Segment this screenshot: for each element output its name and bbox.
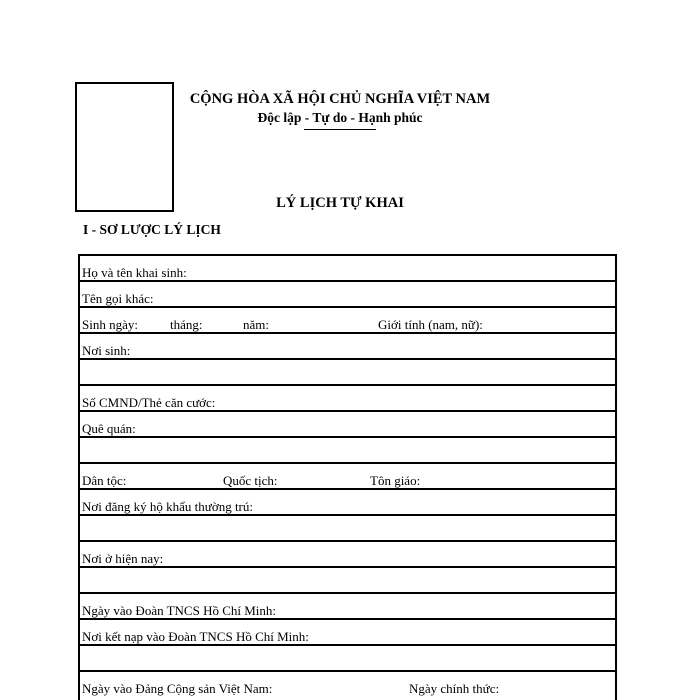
form-field-label: Nơi sinh: — [82, 343, 131, 358]
form-row — [80, 386, 615, 412]
form-field-label: năm: — [243, 317, 269, 332]
form-field-label: Quê quán: — [82, 421, 136, 436]
form-row-blank — [80, 438, 615, 464]
form-row — [80, 334, 615, 360]
form-row — [80, 594, 615, 620]
header-divider — [304, 129, 376, 130]
form-field-label: Giới tính (nam, nữ): — [378, 317, 483, 332]
form-field-label: Quốc tịch: — [223, 473, 278, 488]
form-field-label: Nơi ở hiện nay: — [82, 551, 164, 566]
form-row — [80, 464, 615, 490]
form-row-blank — [80, 516, 615, 542]
form-row — [80, 256, 615, 282]
form-row — [80, 672, 615, 696]
photo-placeholder — [75, 82, 174, 212]
form-field-label: Ngày chính thức: — [409, 681, 500, 696]
national-motto: Độc lập - Tự do - Hạnh phúc — [257, 110, 423, 125]
form-row — [80, 308, 615, 334]
form-row — [80, 542, 615, 568]
form-field-label: Nơi kết nạp vào Đoàn TNCS Hồ Chí Minh: — [82, 629, 309, 644]
document-title: LÝ LỊCH TỰ KHAI — [276, 195, 404, 211]
national-header — [180, 90, 500, 130]
form-field-label: Tên gọi khác: — [82, 291, 154, 306]
form-field-label: Họ và tên khai sinh: — [82, 265, 187, 280]
form-field-label: Nơi đăng ký hộ khẩu thường trú: — [82, 499, 253, 514]
form-row — [80, 620, 615, 646]
section-title: I - SƠ LƯỢC LÝ LỊCH — [83, 222, 221, 237]
personal-info-form — [78, 254, 617, 700]
form-row — [80, 490, 615, 516]
form-row-blank — [80, 360, 615, 386]
form-field-label: Dân tộc: — [82, 473, 127, 488]
form-field-label: Số CMND/Thẻ căn cước: — [82, 395, 216, 410]
form-row-blank — [80, 646, 615, 672]
form-field-label: Ngày vào Đoàn TNCS Hồ Chí Minh: — [82, 603, 277, 618]
form-field-label: Tôn giáo: — [370, 473, 421, 488]
form-field-label: Sinh ngày: — [82, 317, 138, 332]
form-row-blank — [80, 568, 615, 594]
form-row — [80, 282, 615, 308]
form-field-label: Ngày vào Đảng Cộng sản Việt Nam: — [82, 681, 273, 696]
form-field-label: tháng: — [170, 317, 203, 332]
nation-name: CỘNG HÒA XÃ HỘI CHỦ NGHĨA VIỆT NAM — [189, 91, 491, 107]
form-row — [80, 412, 615, 438]
